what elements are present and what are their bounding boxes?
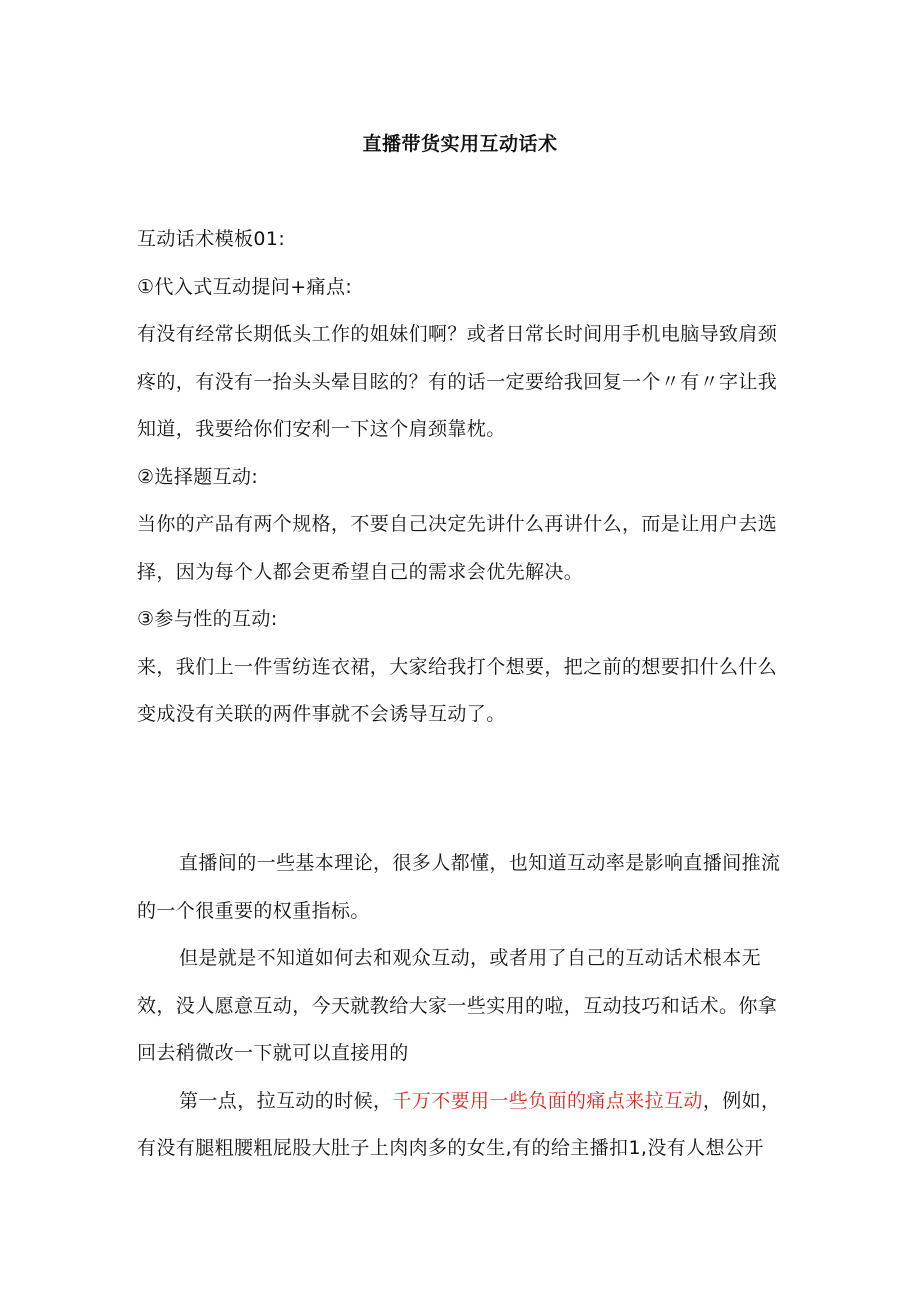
section-body-2: 当你的产品有两个规格，不要自己决定先讲什么再讲什么，而是让用户去选择，因为每个人都会更希望自己的需求会优先解决。 xyxy=(137,513,778,583)
paragraph-point-one xyxy=(137,1078,787,1173)
template-heading: 互动话术模板01: xyxy=(137,228,286,250)
section-heading-3: ③参与性的互动: xyxy=(137,608,278,630)
paragraph-2: 但是就是不知道如何去和观众互动，或者用了自己的互动话术根本无效，没人愿意互动，今天就教给大家一些实用的啦，互动技巧和话术。你拿回去稍微改一下就可以直接用的 xyxy=(137,947,778,1064)
section-body-3: 来，我们上一件雪纺连衣裙，大家给我打个想要，把之前的想要扣什么什么变成没有关联的两件事就不会诱导互动了。 xyxy=(137,655,778,725)
section-heading-1: ①代入式互动提问+痛点: xyxy=(137,275,353,298)
point-one-rest: ，例如，有没有腿粗腰粗屁股大肚子上肉肉多的女生,有的给主播扣1,没有人想公开 xyxy=(137,1089,781,1159)
section-heading-2: ②选择题互动: xyxy=(137,465,259,488)
point-one-highlight: 千万不要用一些负面的痛点来拉互动 xyxy=(392,1089,703,1112)
section-body-1: 有没有经常长期低头工作的姐妹们啊？或者日常长时间用手机电脑导致肩颈疼的，有没有一抬头头晕目眩的？有的话一定要给我回复一个〃有〃字让我知道，我要给你们安利一下这个肩颈靠枕。 xyxy=(137,323,778,440)
point-one-lead: 第一点，拉互动的时候， xyxy=(179,1089,393,1112)
paragraph-1: 直播间的一些基本理论，很多人都懂，也知道互动率是影响直播间推流的一个很重要的权重指标。 xyxy=(137,852,781,922)
template-section xyxy=(137,216,787,739)
article-body xyxy=(137,840,787,1173)
document-title: 直播带货实用互动话术 xyxy=(362,133,558,155)
